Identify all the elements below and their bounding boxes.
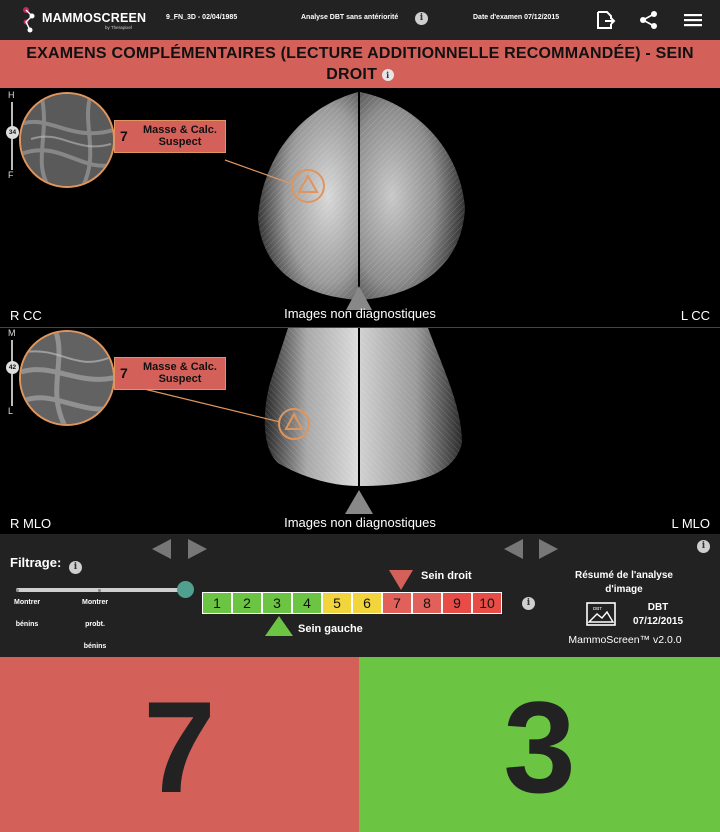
scale-cell: 8 (412, 592, 442, 614)
app-version: MammoScreen™ v2.0.0 (568, 634, 682, 646)
scale-cell: 4 (292, 592, 322, 614)
scale-cell: 3 (262, 592, 292, 614)
left-prev-slice-arrow-icon[interactable] (504, 539, 523, 559)
mlo-right-label: R MLO (10, 516, 52, 531)
mlo-left-label: L MLO (671, 516, 710, 531)
left-breast-score-panel (359, 657, 720, 832)
scale-cell: 6 (352, 592, 382, 614)
filter-option-benign[interactable] (14, 592, 40, 636)
mlo-finding-score: 7 (120, 365, 128, 381)
scale-cell: 7 (382, 592, 412, 614)
analysis-info-icon[interactable]: i (415, 12, 428, 25)
cc-view[interactable] (0, 88, 720, 328)
filter-info-icon[interactable]: i (69, 561, 82, 574)
image-summary-icon[interactable] (586, 602, 616, 626)
scale-cell: 10 (472, 592, 502, 614)
left-next-slice-arrow-icon[interactable] (539, 539, 558, 559)
filter-title (10, 555, 82, 574)
app-sub: by Therapixel (105, 25, 132, 30)
scale-cell: 2 (232, 592, 262, 614)
mlo-slice-bottom-label: L (8, 406, 14, 416)
right-breast-label: Sein droit (421, 570, 472, 582)
open-document-icon[interactable] (594, 10, 616, 30)
right-breast-score: 7 (143, 674, 216, 820)
filter-option-benign-line1: Montrer (14, 599, 41, 606)
mlo-slice-bar[interactable] (8, 328, 16, 418)
scale-info-icon[interactable]: i (522, 597, 535, 610)
cc-slice-top-label: H (8, 90, 15, 100)
scale-cell: 1 (202, 592, 232, 614)
cc-slice-bar[interactable] (8, 90, 16, 180)
control-panel (0, 534, 720, 657)
cc-right-label: R CC (10, 308, 42, 323)
banner-title: EXAMENS COMPLÉMENTAIRES (LECTURE ADDITIONNELLE RECOMMANDÉE) - SEIN DROIT (26, 45, 694, 83)
mlo-finding-tag[interactable] (114, 357, 226, 390)
filter-option-benign-line2: bénins (15, 621, 39, 628)
patient-id: 9_FN_3D - 02/04/1985 (166, 14, 238, 21)
cc-finding-score: 7 (120, 128, 128, 144)
summary-date-block (626, 601, 690, 629)
left-breast-marker (265, 616, 293, 636)
filter-title-label: Filtrage: (10, 555, 62, 570)
right-prev-slice-arrow-icon[interactable] (152, 539, 171, 559)
score-scale (202, 592, 502, 614)
left-breast-label: Sein gauche (298, 623, 363, 635)
mlo-zoom-circle[interactable] (19, 330, 115, 426)
recommendation-banner (0, 40, 720, 88)
filter-option-probably-benign-line3: bénins (83, 643, 107, 650)
app-name: MAMMOSCREEN (42, 11, 147, 25)
summary-icon-label: DBT (593, 606, 602, 611)
cc-slice-bottom-label: F (8, 170, 14, 180)
analysis-type: Analyse DBT sans antériorité (301, 14, 399, 21)
panel-info-icon[interactable]: i (697, 540, 710, 553)
filter-option-probably-benign-line1: Montrer (82, 599, 109, 606)
top-bar (0, 0, 720, 40)
cc-non-diagnostic-label: Images non diagnostiques (284, 306, 436, 321)
cc-zoom-circle[interactable] (19, 92, 115, 188)
cc-finding-label: Masse & Calc. Suspect (143, 124, 217, 148)
filter-option-probably-benign-line2: probt. (85, 621, 105, 628)
cc-slice-knob[interactable]: 34 (6, 126, 19, 139)
exam-date: Date d'examen 07/12/2015 (473, 14, 560, 21)
mlo-finding-label: Masse & Calc. Suspect (143, 361, 217, 385)
cc-finding-tag[interactable] (114, 120, 226, 153)
mlo-view[interactable] (0, 328, 720, 534)
right-next-slice-arrow-icon[interactable] (188, 539, 207, 559)
menu-icon[interactable] (682, 10, 704, 30)
mlo-slice-knob[interactable]: 42 (6, 361, 19, 374)
filter-option-probably-benign[interactable] (82, 592, 108, 658)
filter-slider-thumb[interactable] (177, 581, 194, 598)
banner-info-icon[interactable]: i (382, 69, 394, 81)
mlo-non-diagnostic-label: Images non diagnostiques (284, 515, 436, 530)
share-icon[interactable] (638, 10, 660, 30)
logo-mark-icon (18, 6, 40, 34)
summary-date: 07/12/2015 (632, 616, 684, 627)
left-breast-score: 3 (503, 674, 576, 820)
mammoscreen-logo (18, 6, 148, 34)
cc-left-label: L CC (680, 308, 710, 323)
scale-cell: 9 (442, 592, 472, 614)
mlo-slice-top-label: M (8, 328, 16, 338)
summary-title: Résumé de l'analyse d'image (575, 570, 673, 595)
right-breast-score-panel (0, 657, 359, 832)
right-breast-marker (389, 570, 413, 590)
scale-cell: 5 (322, 592, 352, 614)
summary-modality: DBT (647, 602, 669, 613)
